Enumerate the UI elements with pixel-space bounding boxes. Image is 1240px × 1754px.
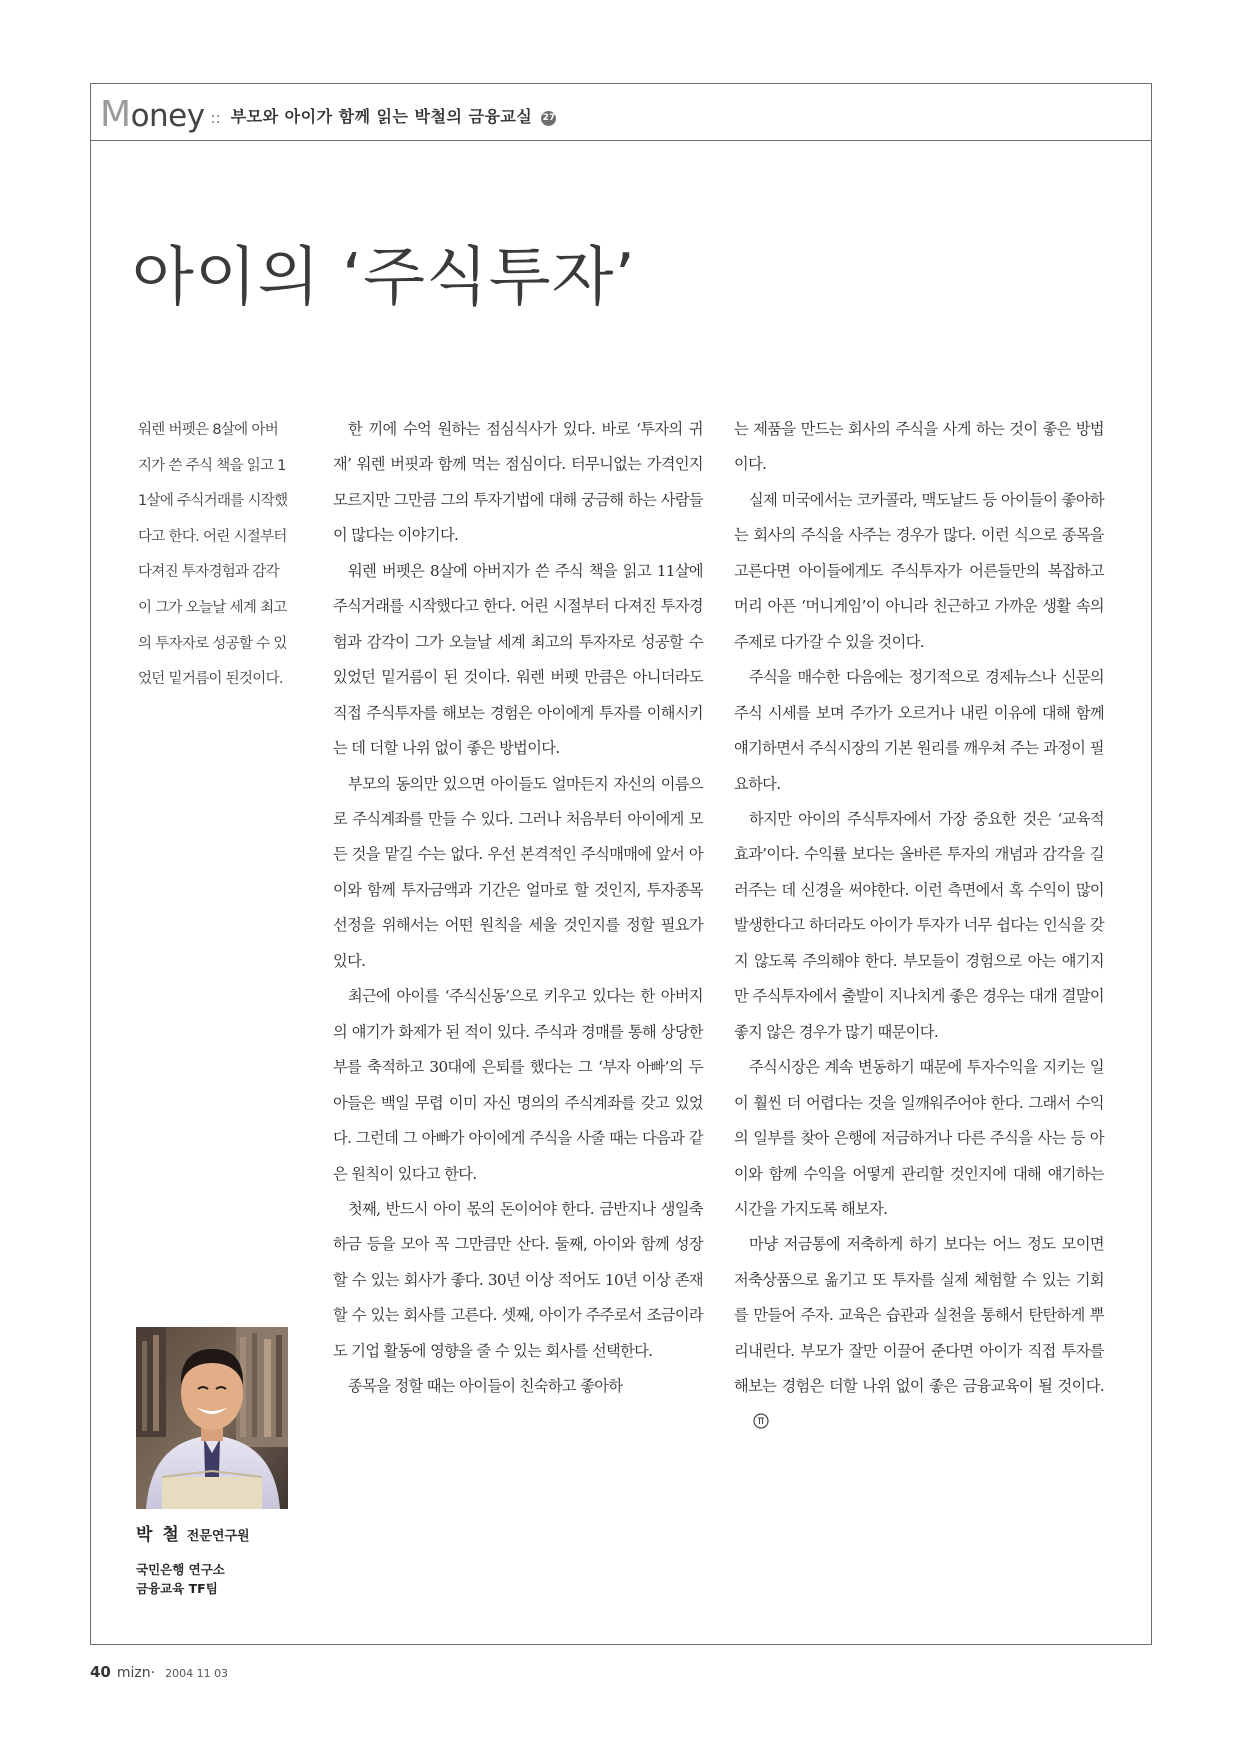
header-rule (90, 140, 1152, 141)
body-paragraph: 최근에 아이를 ‘주식신동’으로 키우고 있다는 한 아버지의 얘기가 화제가 된 적이 있다. 주식과 경매를 통해 상당한 부를 축적하고 30대에 은퇴를 했다는 그 ‘부자 아빠’의 두 아들은 백일 무렵 이미 자신 명의의 주식계좌를 갖고 있었다. 그런데 그 아빠가 아이에게 주식을 사줄 때는 다음과 같은 원칙이 있다고 한다. (333, 987, 703, 1183)
section-brand: Money (100, 94, 205, 135)
body-paragraph-text: 마냥 저금통에 저축하게 하기 보다는 어느 정도 모이면 저축상품으로 옮기고 또 투자를 실제 체험할 수 있는 기회를 만들어 주자. 교육은 습관과 실천을 통해서 탄탄하게 뿌리내린다. 부모가 잘만 이끌어 준다면 아이가 직접 투자를 해보는 경험은 더할 나위 없이 좋은 금융교육이 될 것이다. (734, 1235, 1104, 1396)
body-paragraph: 주식을 매수한 다음에는 정기적으로 경제뉴스나 신문의 주식 시세를 보며 주가가 오르거나 내린 이유에 대해 함께 얘기하면서 주식시장의 기본 원리를 깨우쳐 주는 과정이 필요하다. (734, 668, 1104, 793)
body-column-2 (734, 412, 1104, 1440)
column-header (100, 92, 556, 136)
pull-quote: 워렌 버펫은 8살에 아버지가 쓴 주식 책을 읽고 11살에 주식거래를 시작했다고 한다. 어린 시절부터 다져진 투자경험과 감각이 그가 오늘날 세계 최고의 투자자로 성공할 수 있었던 밑거름이 된것이다. (138, 422, 288, 688)
author-title: 전문연구원 (186, 1529, 250, 1544)
body-paragraph: 한 끼에 수억 원하는 점심식사가 있다. 바로 ‘투자의 귀재’ 워렌 버핏과 함께 먹는 점심이다. 터무니없는 가격인지 모르지만 그만큼 그의 투자기법에 대해 궁금해 하는 사람들이 많다는 이야기다. (333, 420, 703, 545)
body-paragraph-final (734, 1227, 1104, 1440)
author-org-line: 국민은행 연구소 (136, 1562, 225, 1577)
body-paragraph: 는 제품을 만드는 회사의 주식을 사게 하는 것이 좋은 방법이다. (734, 420, 1104, 474)
body-paragraph: 하지만 아이의 주식투자에서 가장 중요한 것은 ‘교육적 효과’이다. 수익률 보다는 올바른 투자의 개념과 감각을 길러주는 데 신경을 써야한다. 이런 측면에서 혹 수익이 많이 발생한다고 하더라도 아이가 투자가 너무 쉽다는 인식을 갖지 않도록 주의해야 한다. 부모들이 경험으로 아는 얘기지만 주식투자에서 출발이 지나치게 좋은 경우는 대개 결말이 좋지 않은 경우가 많기 때문이다. (734, 809, 1104, 1041)
author-affiliation (136, 1560, 225, 1598)
body-paragraph: 종목을 정할 때는 아이들이 친숙하고 좋아하 (348, 1377, 623, 1396)
brand-separator: :: (210, 109, 221, 127)
article-headline: 아이의 ‘주식투자’ (132, 241, 636, 315)
body-column-1 (333, 412, 703, 1405)
author-name: 박 철 (136, 1525, 181, 1545)
author-byline (136, 1520, 250, 1545)
body-paragraph: 워렌 버펫은 8살에 아버지가 쓴 주식 책을 읽고 11살에 주식거래를 시작했다고 한다. 어린 시절부터 다져진 투자경험과 감각이 그가 오늘날 세계 최고의 투자자로 성공할 수 있었던 밑거름이 된 것이다. 워렌 버펫 만큼은 아니더라도 직접 주식투자를 해보는 경험은 아이에게 투자를 이해시키는 데 더할 나위 없이 좋은 방법이다. (333, 561, 703, 758)
issue-date: 2004 11 03 (165, 1667, 229, 1680)
issue-number-badge: 27 (541, 111, 556, 126)
author-org-line: 금융교육 TF팀 (136, 1581, 218, 1596)
end-mark-icon (738, 1407, 754, 1423)
author-photo (136, 1327, 288, 1509)
body-paragraph: 실제 미국에서는 코카콜라, 맥도날드 등 아이들이 좋아하는 회사의 주식을 사주는 경우가 많다. 이런 식으로 종목을 고른다면 아이들에게도 주식투자가 어른들만의 복잡하고 머리 아픈 ‘머니게임’이 아니라 친근하고 가까운 생활 속의 주제로 다가갈 수 있을 것이다. (734, 490, 1104, 651)
magazine-name: mizn· (116, 1665, 156, 1681)
series-title: 부모와 아이가 함께 읽는 박철의 금융교실 (230, 107, 533, 126)
body-paragraph: 부모의 동의만 있으면 아이들도 얼마든지 자신의 이름으로 주식계좌를 만들 수 있다. 그러나 처음부터 아이에게 모든 것을 맡길 수는 없다. 우선 본격적인 주식매매에 앞서 아이와 함께 투자금액과 기간은 얼마로 할 것인지, 투자종목 선정을 위해서는 어떤 원칙을 세울 것인지를 정할 필요가 있다. (333, 774, 703, 970)
page-footer (90, 1662, 228, 1681)
page-number: 40 (90, 1663, 111, 1681)
body-paragraph: 첫째, 반드시 아이 몫의 돈이어야 한다. 금반지나 생일축하금 등을 모아 꼭 그만큼만 산다. 둘째, 아이와 함께 성장할 수 있는 회사가 좋다. 30년 이상 적어도 10년 이상 존재할 수 있는 회사를 고른다. 셋째, 아이가 주주로서 조금이라도 기업 활동에 영향을 줄 수 있는 회사를 선택한다. (333, 1199, 703, 1360)
body-paragraph: 주식시장은 계속 변동하기 때문에 투자수익을 지키는 일이 훨씬 더 어렵다는 것을 일깨워주어야 한다. 그래서 수익의 일부를 찾아 은행에 저금하거나 다른 주식을 사는 등 아이와 함께 수익을 어떻게 관리할 것인지에 대해 얘기하는 시간을 가지도록 해보자. (734, 1058, 1104, 1218)
